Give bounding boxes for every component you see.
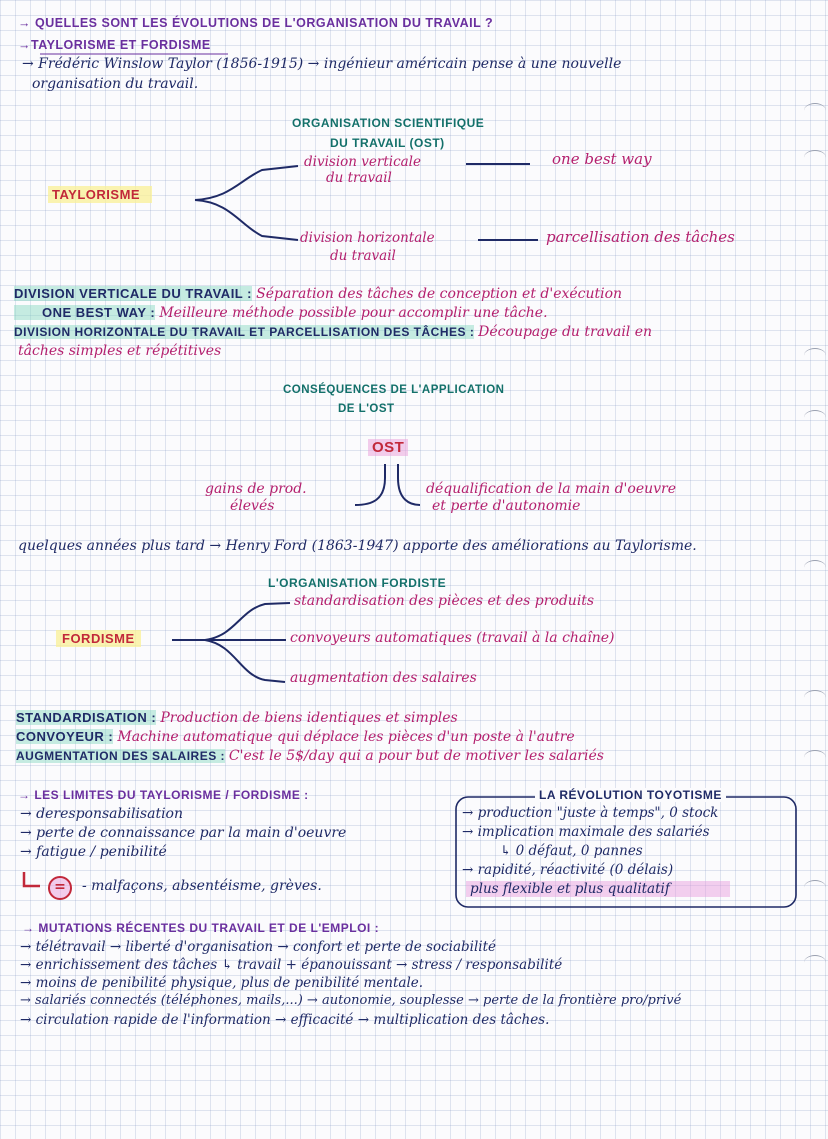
consequence-right: et perte d'autonomie	[432, 498, 581, 514]
fordisme-branch: convoyeurs automatiques (travail à la chaîne)	[290, 630, 615, 646]
definition-term: ONE BEST WAY :	[14, 305, 155, 320]
definition-term: STANDARDISATION :	[16, 710, 157, 725]
fordisme-brace-top	[205, 603, 290, 640]
definition-text: Production de biens identiques et simples	[160, 710, 458, 726]
transition-text: quelques années plus tard → Henry Ford (1863-1947) apporte des améliorations au Taylorisme.	[18, 538, 697, 554]
limits-consequence: - malfaçons, absentéisme, grèves.	[82, 878, 322, 894]
definition-text: Découpage du travail en	[478, 324, 653, 340]
ost-title: DU TRAVAIL (OST)	[330, 136, 445, 150]
intro-text: → Frédéric Winslow Taylor (1856-1915) → ingénieur américain pense à une nouvelle	[22, 56, 622, 72]
definition-term: AUGMENTATION DES SALAIRES :	[16, 749, 226, 763]
toyotisme-item: → implication maximale des salariés	[462, 824, 710, 840]
mutations-item: → télétravail → liberté d'organisation → confort et perte de sociabilité	[20, 939, 497, 955]
taylorisme-label: TAYLORISME	[48, 186, 152, 203]
definition-row	[14, 286, 622, 302]
mutations-title: → MUTATIONS RÉCENTES DU TRAVAIL ET DE L'EMPLOI :	[22, 921, 380, 935]
branch-text: du travail	[326, 170, 392, 186]
intro-text: organisation du travail.	[32, 76, 199, 92]
ost-split-right	[398, 464, 420, 505]
toyotisme-item: → production "juste à temps", 0 stock	[462, 805, 719, 821]
main-question: → QUELLES SONT LES ÉVOLUTIONS DE L'ORGANISATION DU TRAVAIL ?	[18, 16, 494, 30]
definition-row	[16, 710, 458, 726]
taylorisme-brace-top	[195, 166, 298, 200]
definition-term: DIVISION HORIZONTALE DU TRAVAIL ET PARCELLISATION DES TÂCHES :	[14, 325, 475, 339]
mutations-item: → circulation rapide de l'information → efficacité → multiplication des tâches.	[20, 1012, 550, 1028]
definition-row	[16, 748, 604, 764]
toyotisme-item: → rapidité, réactivité (0 délais)	[462, 862, 674, 878]
section-title: →TAYLORISME ET FORDISME	[18, 38, 211, 52]
limits-title: → LES LIMITES DU TAYLORISME / FORDISME :	[18, 788, 309, 802]
ost-center-label: OST	[368, 439, 408, 456]
fordisme-brace-bottom	[205, 640, 285, 682]
definition-term: CONVOYEUR :	[16, 729, 114, 744]
branch-text: division horizontale	[300, 230, 435, 246]
limits-item: → perte de connaissance par la main d'oeuvre	[20, 825, 347, 841]
ost-title: ORGANISATION SCIENTIFIQUE	[292, 116, 485, 130]
definition-term: DIVISION VERTICALE DU TRAVAIL :	[14, 286, 252, 301]
definition-text: C'est le 5$/day qui a pour but de motiver les salariés	[228, 748, 604, 764]
definition-row	[14, 305, 548, 321]
definition-row	[14, 324, 652, 340]
consequence-right: déqualification de la main d'oeuvre	[426, 481, 677, 497]
mutations-item: → salariés connectés (téléphones, mails,...) → autonomie, souplesse → perte de la frontière pro/privé	[20, 993, 682, 1008]
result-arrow-icon	[24, 872, 40, 886]
definition-text: Machine automatique qui déplace les pièces d'un poste à l'autre	[117, 729, 575, 745]
limits-item: → fatigue / penibilité	[20, 844, 167, 860]
definition-text: tâches simples et répétitives	[18, 343, 222, 359]
consequences-title: DE L'OST	[338, 403, 395, 415]
branch-result: parcellisation des tâches	[546, 228, 735, 246]
consequence-left: élevés	[230, 498, 275, 514]
limits-item: → deresponsabilisation	[20, 806, 184, 822]
branch-text: du travail	[330, 248, 396, 264]
branch-result: one best way	[552, 150, 652, 168]
mutations-item: → moins de penibilité physique, plus de penibilité mentale.	[20, 975, 424, 991]
toyotisme-title: LA RÉVOLUTION TOYOTISME	[535, 788, 726, 802]
definition-row	[16, 729, 575, 745]
equals-circle-icon: =	[48, 876, 72, 900]
toyotisme-item: plus flexible et plus qualitatif	[466, 881, 730, 897]
ost-split-left	[355, 464, 385, 505]
fordisme-label: FORDISME	[56, 630, 141, 647]
fordisme-title: L'ORGANISATION FORDISTE	[268, 576, 447, 590]
fordisme-branch: augmentation des salaires	[290, 670, 477, 686]
taylorisme-brace-bottom	[195, 200, 298, 240]
fordisme-branch: standardisation des pièces et des produits	[294, 593, 595, 609]
toyotisme-item: ↳ 0 défaut, 0 pannes	[500, 843, 643, 859]
definition-text: Séparation des tâches de conception et d'exécution	[256, 286, 623, 302]
consequence-left: gains de prod.	[205, 481, 307, 497]
definition-text: Meilleure méthode possible pour accomplir une tâche.	[159, 305, 548, 321]
consequences-title: CONSÉQUENCES DE L'APPLICATION	[283, 384, 505, 396]
mutations-item: → enrichissement des tâches ↳ travail + épanouissant → stress / responsabilité	[20, 957, 563, 973]
branch-text: division verticale	[304, 154, 421, 170]
